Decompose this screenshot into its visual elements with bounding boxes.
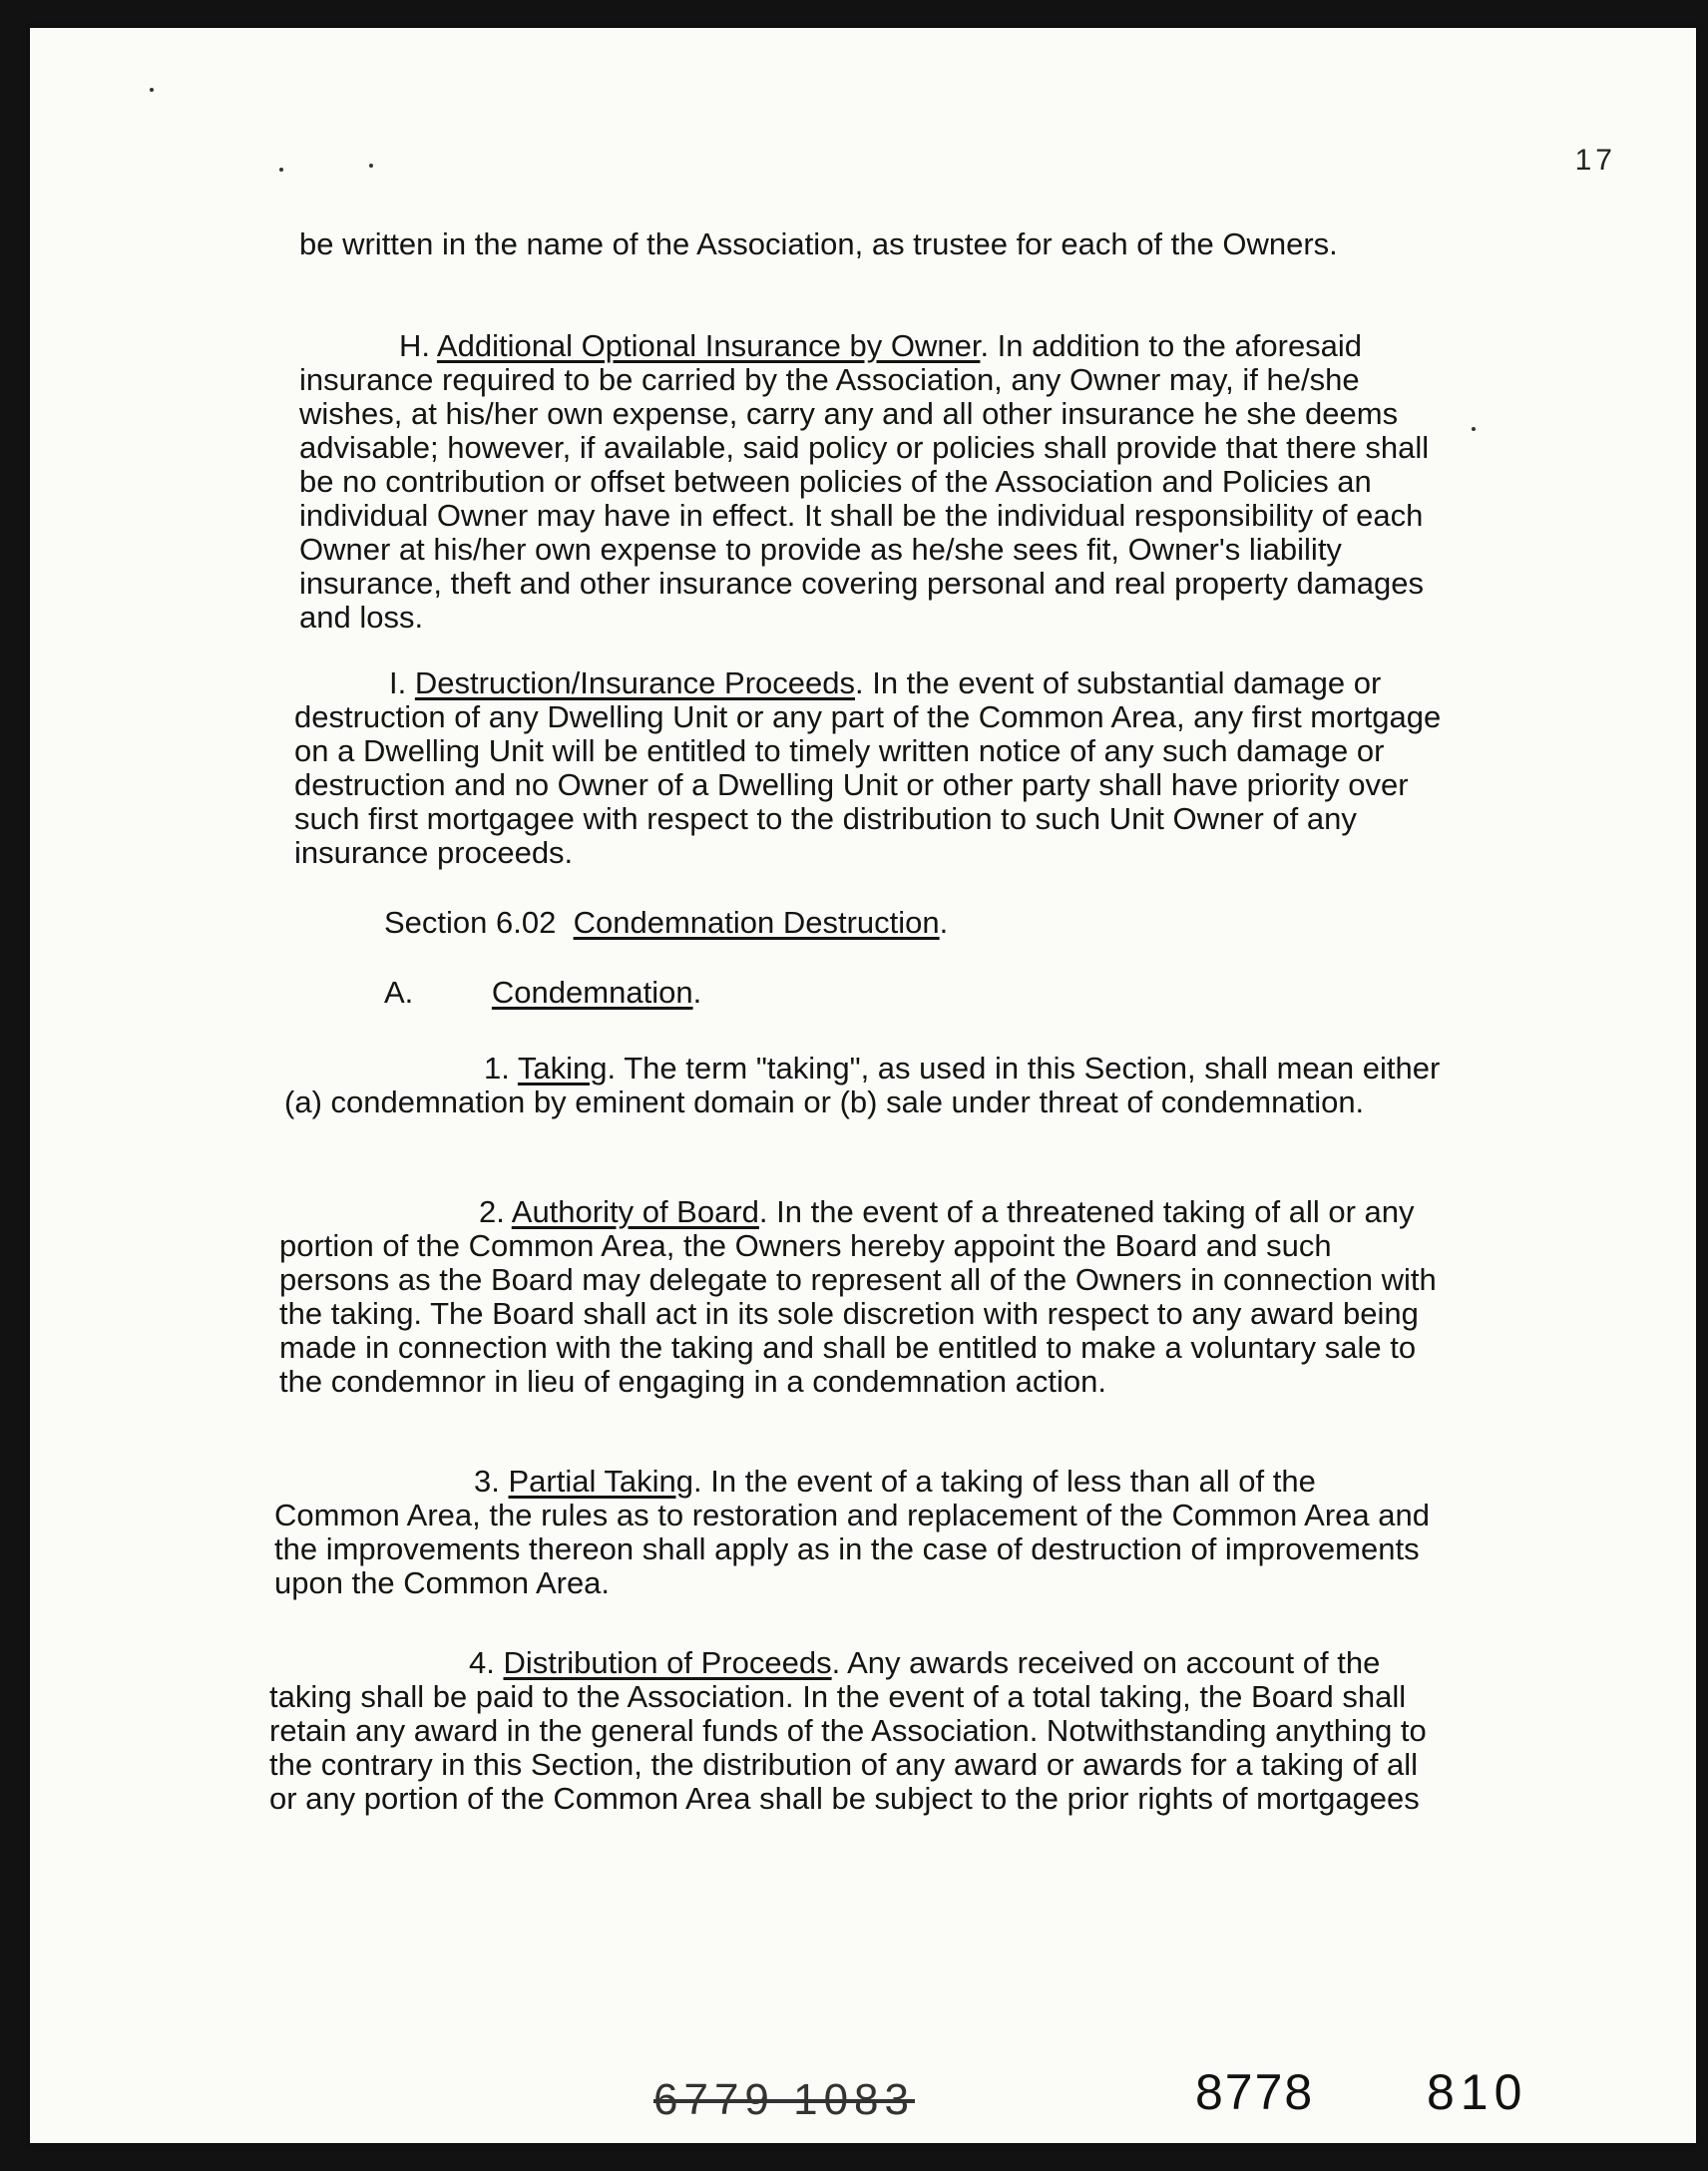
section-end: . [939, 905, 949, 940]
section-label: Section 6.02 [384, 905, 557, 940]
paragraph-heading: Taking [517, 1051, 608, 1086]
paragraph-partial-taking [274, 1465, 1442, 1600]
paragraph-text: . Any awards received on account of the taking shall be paid to the Association. In the event of a total taking, the Board shall retain any award in the general funds of the Association. Notwithstanding anything to the contrary in this Section, the distribution of any award or awards for a taking of all or any portion of the Common Area shall be subject to the prior rights of mortgagees [269, 1645, 1427, 1816]
paragraph-text: . In the event of a taking of less than all of the Common Area, the rules as to restoration and replacement of the Common Area and the improvements thereon shall apply as in the case of destruction of improvements upon the Common Area. [274, 1464, 1430, 1600]
scan-speck [150, 88, 154, 92]
paragraph-continuation [299, 227, 1467, 261]
paragraph-heading: Distribution of Proceeds [503, 1645, 832, 1680]
paragraph-label: 1. [484, 1051, 510, 1086]
paragraph-text: . In the event of substantial damage or destruction of any Dwelling Unit or any part of the Common Area, any first mortgage on a Dwelling Unit will be entitled to timely written notice of any such damage or destruction and no Owner of a Dwelling Unit or other party shall have priority over such first mortgagee with respect to the distribution to such Unit Owner of any insurance proceeds. [294, 665, 1442, 870]
document-page [30, 28, 1696, 2143]
paragraph-label: I. [389, 665, 407, 700]
paragraph-label: 3. [474, 1464, 500, 1499]
struck-recording-number: 6779 1083 [653, 2075, 915, 2124]
paragraph-h [299, 329, 1467, 635]
subsection-end: . [692, 975, 702, 1010]
paragraph-heading: Partial Taking [508, 1464, 694, 1499]
paragraph-taking [284, 1052, 1452, 1119]
paragraph-heading: Additional Optional Insurance by Owner [436, 328, 981, 363]
scan-speck [279, 168, 283, 172]
paragraph-label: 2. [479, 1194, 505, 1229]
paragraph-text: . In addition to the aforesaid insurance required to be carried by the Association, any Owner may, if he/she wishes, at his/her own expense, carry any and all other insurance he she deems advisable; however, if available, said policy or policies shall provide that there shall be no contribution or offset between policies of the Association and Policies an individual Owner may have in effect. It shall be the individual responsibility of each Owner at his/her own expense to provide as he/she sees fit, Owner's liability insurance, theft and other insurance covering personal and real property damages and loss. [299, 328, 1430, 635]
subsection-label: A. [384, 975, 414, 1010]
paragraph-heading: Authority of Board [511, 1194, 759, 1229]
page-number: 17 [1574, 144, 1616, 177]
subsection-title: Condemnation [491, 975, 693, 1010]
paragraph-text: be written in the name of the Association, as trustee for each of the Owners. [299, 226, 1338, 261]
paragraph-authority-of-board [279, 1195, 1447, 1399]
scan-speck [1472, 427, 1476, 431]
paragraph-i [294, 666, 1462, 870]
section-heading [384, 906, 1551, 940]
recording-book-number: 8778 [1195, 2064, 1315, 2120]
recording-page-number: 810 [1427, 2064, 1528, 2120]
paragraph-label: H. [399, 328, 430, 363]
paragraph-heading: Destruction/Insurance Proceeds [414, 665, 855, 700]
scan-speck [369, 164, 373, 168]
paragraph-text: . In the event of a threatened taking of all or any portion of the Common Area, the Owners hereby appoint the Board and such persons as the Board may delegate to represent all of the Owners in connection with the taking. The Board shall act in its sole discretion with respect to any award being made in connection with the taking and shall be entitled to make a voluntary sale to the condemnor in lieu of engaging in a condemnation action. [279, 1194, 1437, 1399]
paragraph-label: 4. [469, 1645, 495, 1680]
subsection-heading [384, 976, 1551, 1010]
paragraph-text: . The term "taking", as used in this Section, shall mean either (a) condemnation by eminent domain or (b) sale under threat of condemnation. [284, 1051, 1441, 1119]
paragraph-distribution-of-proceeds [269, 1646, 1437, 1816]
section-title: Condemnation Destruction [573, 905, 940, 940]
